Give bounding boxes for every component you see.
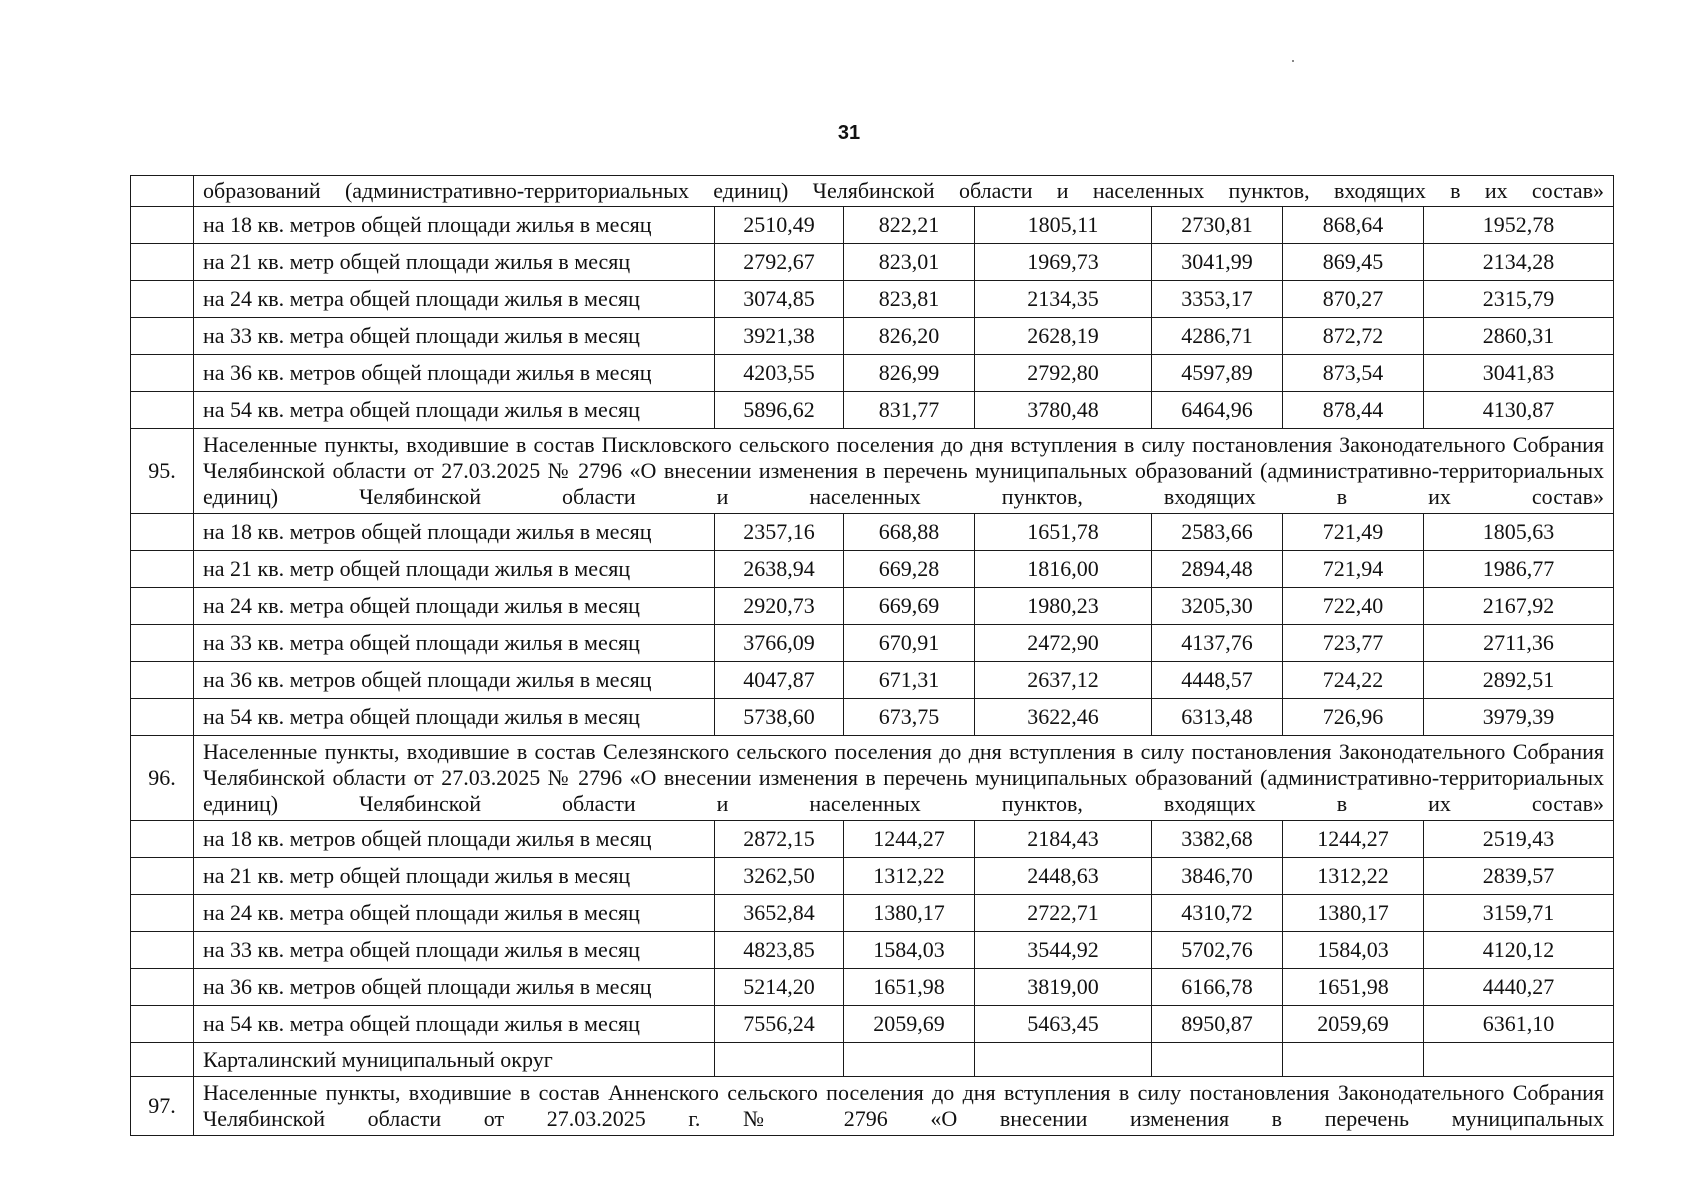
value-cell: 3159,71 — [1424, 895, 1614, 932]
row-label: на 21 кв. метр общей площади жилья в месяц — [194, 551, 715, 588]
value-cell: 3353,17 — [1152, 281, 1283, 318]
value-cell: 2134,28 — [1424, 244, 1614, 281]
value-cell: 673,75 — [844, 699, 975, 736]
value-cell: 4310,72 — [1152, 895, 1283, 932]
row-index: 97. — [131, 1077, 194, 1136]
index-cell — [131, 588, 194, 625]
value-cell — [1283, 1043, 1424, 1077]
index-cell — [131, 625, 194, 662]
value-cell: 721,94 — [1283, 551, 1424, 588]
value-cell: 4823,85 — [715, 932, 844, 969]
district-row — [131, 1043, 1614, 1077]
value-cell: 3622,46 — [975, 699, 1152, 736]
table-row — [131, 392, 1614, 429]
row-label: на 33 кв. метра общей площади жилья в месяц — [194, 318, 715, 355]
value-cell: 669,69 — [844, 588, 975, 625]
value-cell: 5702,76 — [1152, 932, 1283, 969]
index-cell — [131, 858, 194, 895]
value-cell: 2519,43 — [1424, 821, 1614, 858]
value-cell: 3262,50 — [715, 858, 844, 895]
row-label: на 54 кв. метра общей площади жилья в месяц — [194, 392, 715, 429]
value-cell: 870,27 — [1283, 281, 1424, 318]
value-cell — [715, 1043, 844, 1077]
value-cell: 3652,84 — [715, 895, 844, 932]
index-cell — [131, 244, 194, 281]
index-cell — [131, 281, 194, 318]
value-cell: 2472,90 — [975, 625, 1152, 662]
row-label: на 36 кв. метров общей площади жилья в месяц — [194, 969, 715, 1006]
table-row — [131, 969, 1614, 1006]
settlement-heading-row — [131, 429, 1614, 514]
value-cell: 2730,81 — [1152, 207, 1283, 244]
value-cell: 2637,12 — [975, 662, 1152, 699]
row-label: на 33 кв. метра общей площади жилья в месяц — [194, 932, 715, 969]
value-cell: 1651,98 — [844, 969, 975, 1006]
row-label: на 24 кв. метра общей площади жилья в месяц — [194, 281, 715, 318]
value-cell: 2711,36 — [1424, 625, 1614, 662]
row-label: на 18 кв. метров общей площади жилья в месяц — [194, 821, 715, 858]
value-cell: 822,21 — [844, 207, 975, 244]
value-cell: 4203,55 — [715, 355, 844, 392]
value-cell: 5896,62 — [715, 392, 844, 429]
table-row — [131, 281, 1614, 318]
value-cell: 3041,83 — [1424, 355, 1614, 392]
value-cell: 869,45 — [1283, 244, 1424, 281]
value-cell: 724,22 — [1283, 662, 1424, 699]
value-cell: 4137,76 — [1152, 625, 1283, 662]
value-cell: 1952,78 — [1424, 207, 1614, 244]
value-cell: 2583,66 — [1152, 514, 1283, 551]
value-cell: 4120,12 — [1424, 932, 1614, 969]
value-cell: 823,81 — [844, 281, 975, 318]
tariff-table — [130, 175, 1614, 1136]
index-cell — [131, 1006, 194, 1043]
value-cell: 2059,69 — [844, 1006, 975, 1043]
page-number: 31 — [837, 122, 861, 144]
value-cell: 1969,73 — [975, 244, 1152, 281]
value-cell: 6464,96 — [1152, 392, 1283, 429]
value-cell: 1244,27 — [1283, 821, 1424, 858]
row-label: на 18 кв. метров общей площади жилья в месяц — [194, 207, 715, 244]
index-cell — [131, 514, 194, 551]
value-cell: 1312,22 — [844, 858, 975, 895]
value-cell: 2894,48 — [1152, 551, 1283, 588]
row-label: на 21 кв. метр общей площади жилья в месяц — [194, 858, 715, 895]
value-cell: 5214,20 — [715, 969, 844, 1006]
value-cell: 3819,00 — [975, 969, 1152, 1006]
index-cell — [131, 1043, 194, 1077]
value-cell: 2722,71 — [975, 895, 1152, 932]
value-cell: 669,28 — [844, 551, 975, 588]
value-cell: 1312,22 — [1283, 858, 1424, 895]
table-row — [131, 662, 1614, 699]
value-cell: 4047,87 — [715, 662, 844, 699]
row-label: на 24 кв. метра общей площади жилья в месяц — [194, 588, 715, 625]
value-cell: 4440,27 — [1424, 969, 1614, 1006]
value-cell: 2839,57 — [1424, 858, 1614, 895]
settlement-heading-row — [131, 1077, 1614, 1136]
index-cell — [131, 551, 194, 588]
index-cell — [131, 895, 194, 932]
value-cell — [844, 1043, 975, 1077]
value-cell: 1805,63 — [1424, 514, 1614, 551]
value-cell: 1651,78 — [975, 514, 1152, 551]
value-cell: 2792,67 — [715, 244, 844, 281]
row-label: на 33 кв. метра общей площади жилья в месяц — [194, 625, 715, 662]
value-cell: 878,44 — [1283, 392, 1424, 429]
table-row — [131, 625, 1614, 662]
value-cell: 6313,48 — [1152, 699, 1283, 736]
index-cell — [131, 392, 194, 429]
value-cell: 826,99 — [844, 355, 975, 392]
row-label: на 54 кв. метра общей площади жилья в месяц — [194, 699, 715, 736]
value-cell: 2872,15 — [715, 821, 844, 858]
value-cell: 1805,11 — [975, 207, 1152, 244]
index-cell — [131, 207, 194, 244]
index-cell — [131, 318, 194, 355]
continuation-text: образований (административно-территориальных единиц) Челябинской области и населенных пунктов, входящих в их состав» — [194, 176, 1614, 207]
table-row — [131, 858, 1614, 895]
value-cell: 3205,30 — [1152, 588, 1283, 625]
value-cell: 1584,03 — [844, 932, 975, 969]
value-cell: 831,77 — [844, 392, 975, 429]
value-cell: 721,49 — [1283, 514, 1424, 551]
table-row — [131, 699, 1614, 736]
value-cell: 823,01 — [844, 244, 975, 281]
table-row — [131, 244, 1614, 281]
settlement-heading: Населенные пункты, входившие в состав Селезянского сельского поселения до дня вступления в силу постановления Законодательного Собрания Челябинской области от 27.03.2025 № 2796 «О внесении изменения в перечень муниципальных образований (административно-территориальных единиц) Челябинской области и населенных пунктов, входящих в их состав» — [194, 736, 1614, 821]
table-row — [131, 514, 1614, 551]
value-cell: 726,96 — [1283, 699, 1424, 736]
value-cell: 4130,87 — [1424, 392, 1614, 429]
value-cell: 4286,71 — [1152, 318, 1283, 355]
continuation-row — [131, 176, 1614, 207]
index-cell — [131, 176, 194, 207]
value-cell: 868,64 — [1283, 207, 1424, 244]
table-row — [131, 821, 1614, 858]
value-cell: 6361,10 — [1424, 1006, 1614, 1043]
value-cell: 6166,78 — [1152, 969, 1283, 1006]
value-cell: 872,72 — [1283, 318, 1424, 355]
value-cell: 3780,48 — [975, 392, 1152, 429]
settlement-heading: Населенные пункты, входившие в состав Анненского сельского поселения до дня вступления в силу постановления Законодательного Собрания Челябинской области от 27.03.2025 г. № 2796 «О внесении изменения в перечень муниципальных — [194, 1077, 1614, 1136]
value-cell: 3979,39 — [1424, 699, 1614, 736]
value-cell: 3921,38 — [715, 318, 844, 355]
district-heading: Карталинский муниципальный округ — [194, 1043, 715, 1077]
value-cell: 3544,92 — [975, 932, 1152, 969]
value-cell: 2638,94 — [715, 551, 844, 588]
value-cell: 2860,31 — [1424, 318, 1614, 355]
value-cell: 2059,69 — [1283, 1006, 1424, 1043]
index-cell — [131, 932, 194, 969]
value-cell: 670,91 — [844, 625, 975, 662]
value-cell: 8950,87 — [1152, 1006, 1283, 1043]
value-cell: 722,40 — [1283, 588, 1424, 625]
table-row — [131, 207, 1614, 244]
value-cell: 3382,68 — [1152, 821, 1283, 858]
row-label: на 36 кв. метров общей площади жилья в месяц — [194, 355, 715, 392]
value-cell: 5463,45 — [975, 1006, 1152, 1043]
index-cell — [131, 355, 194, 392]
value-cell: 671,31 — [844, 662, 975, 699]
value-cell: 723,77 — [1283, 625, 1424, 662]
value-cell: 1651,98 — [1283, 969, 1424, 1006]
row-label: на 24 кв. метра общей площади жилья в месяц — [194, 895, 715, 932]
value-cell: 1816,00 — [975, 551, 1152, 588]
value-cell: 2920,73 — [715, 588, 844, 625]
value-cell: 1244,27 — [844, 821, 975, 858]
value-cell: 2628,19 — [975, 318, 1152, 355]
settlement-heading-row — [131, 736, 1614, 821]
row-label: на 54 кв. метра общей площади жилья в месяц — [194, 1006, 715, 1043]
value-cell: 2448,63 — [975, 858, 1152, 895]
settlement-heading: Населенные пункты, входившие в состав Пискловского сельского поселения до дня вступления в силу постановления Законодательного Собрания Челябинской области от 27.03.2025 № 2796 «О внесении изменения в перечень муниципальных образований (административно-территориальных единиц) Челябинской области и населенных пунктов, входящих в их состав» — [194, 429, 1614, 514]
value-cell: 2184,43 — [975, 821, 1152, 858]
value-cell: 4448,57 — [1152, 662, 1283, 699]
value-cell: 4597,89 — [1152, 355, 1283, 392]
table-row — [131, 895, 1614, 932]
value-cell — [975, 1043, 1152, 1077]
value-cell: 1380,17 — [1283, 895, 1424, 932]
row-index: 95. — [131, 429, 194, 514]
index-cell — [131, 969, 194, 1006]
table-row — [131, 318, 1614, 355]
value-cell: 2167,92 — [1424, 588, 1614, 625]
value-cell: 668,88 — [844, 514, 975, 551]
value-cell: 3074,85 — [715, 281, 844, 318]
value-cell: 3041,99 — [1152, 244, 1283, 281]
table-body — [131, 176, 1614, 1136]
value-cell: 2315,79 — [1424, 281, 1614, 318]
value-cell: 7556,24 — [715, 1006, 844, 1043]
value-cell — [1152, 1043, 1283, 1077]
row-label: на 36 кв. метров общей площади жилья в месяц — [194, 662, 715, 699]
value-cell: 873,54 — [1283, 355, 1424, 392]
value-cell: 1380,17 — [844, 895, 975, 932]
row-label: на 21 кв. метр общей площади жилья в месяц — [194, 244, 715, 281]
value-cell: 826,20 — [844, 318, 975, 355]
value-cell: 1986,77 — [1424, 551, 1614, 588]
value-cell: 3846,70 — [1152, 858, 1283, 895]
table-row — [131, 551, 1614, 588]
index-cell — [131, 821, 194, 858]
value-cell — [1424, 1043, 1614, 1077]
table-row — [131, 1006, 1614, 1043]
value-cell: 1980,23 — [975, 588, 1152, 625]
value-cell: 5738,60 — [715, 699, 844, 736]
row-label: на 18 кв. метров общей площади жилья в месяц — [194, 514, 715, 551]
scan-speck — [1292, 60, 1294, 62]
value-cell: 2892,51 — [1424, 662, 1614, 699]
value-cell: 2357,16 — [715, 514, 844, 551]
table-row — [131, 932, 1614, 969]
value-cell: 1584,03 — [1283, 932, 1424, 969]
index-cell — [131, 699, 194, 736]
value-cell: 2510,49 — [715, 207, 844, 244]
row-index: 96. — [131, 736, 194, 821]
value-cell: 2792,80 — [975, 355, 1152, 392]
value-cell: 2134,35 — [975, 281, 1152, 318]
value-cell: 3766,09 — [715, 625, 844, 662]
index-cell — [131, 662, 194, 699]
table-row — [131, 355, 1614, 392]
table-row — [131, 588, 1614, 625]
